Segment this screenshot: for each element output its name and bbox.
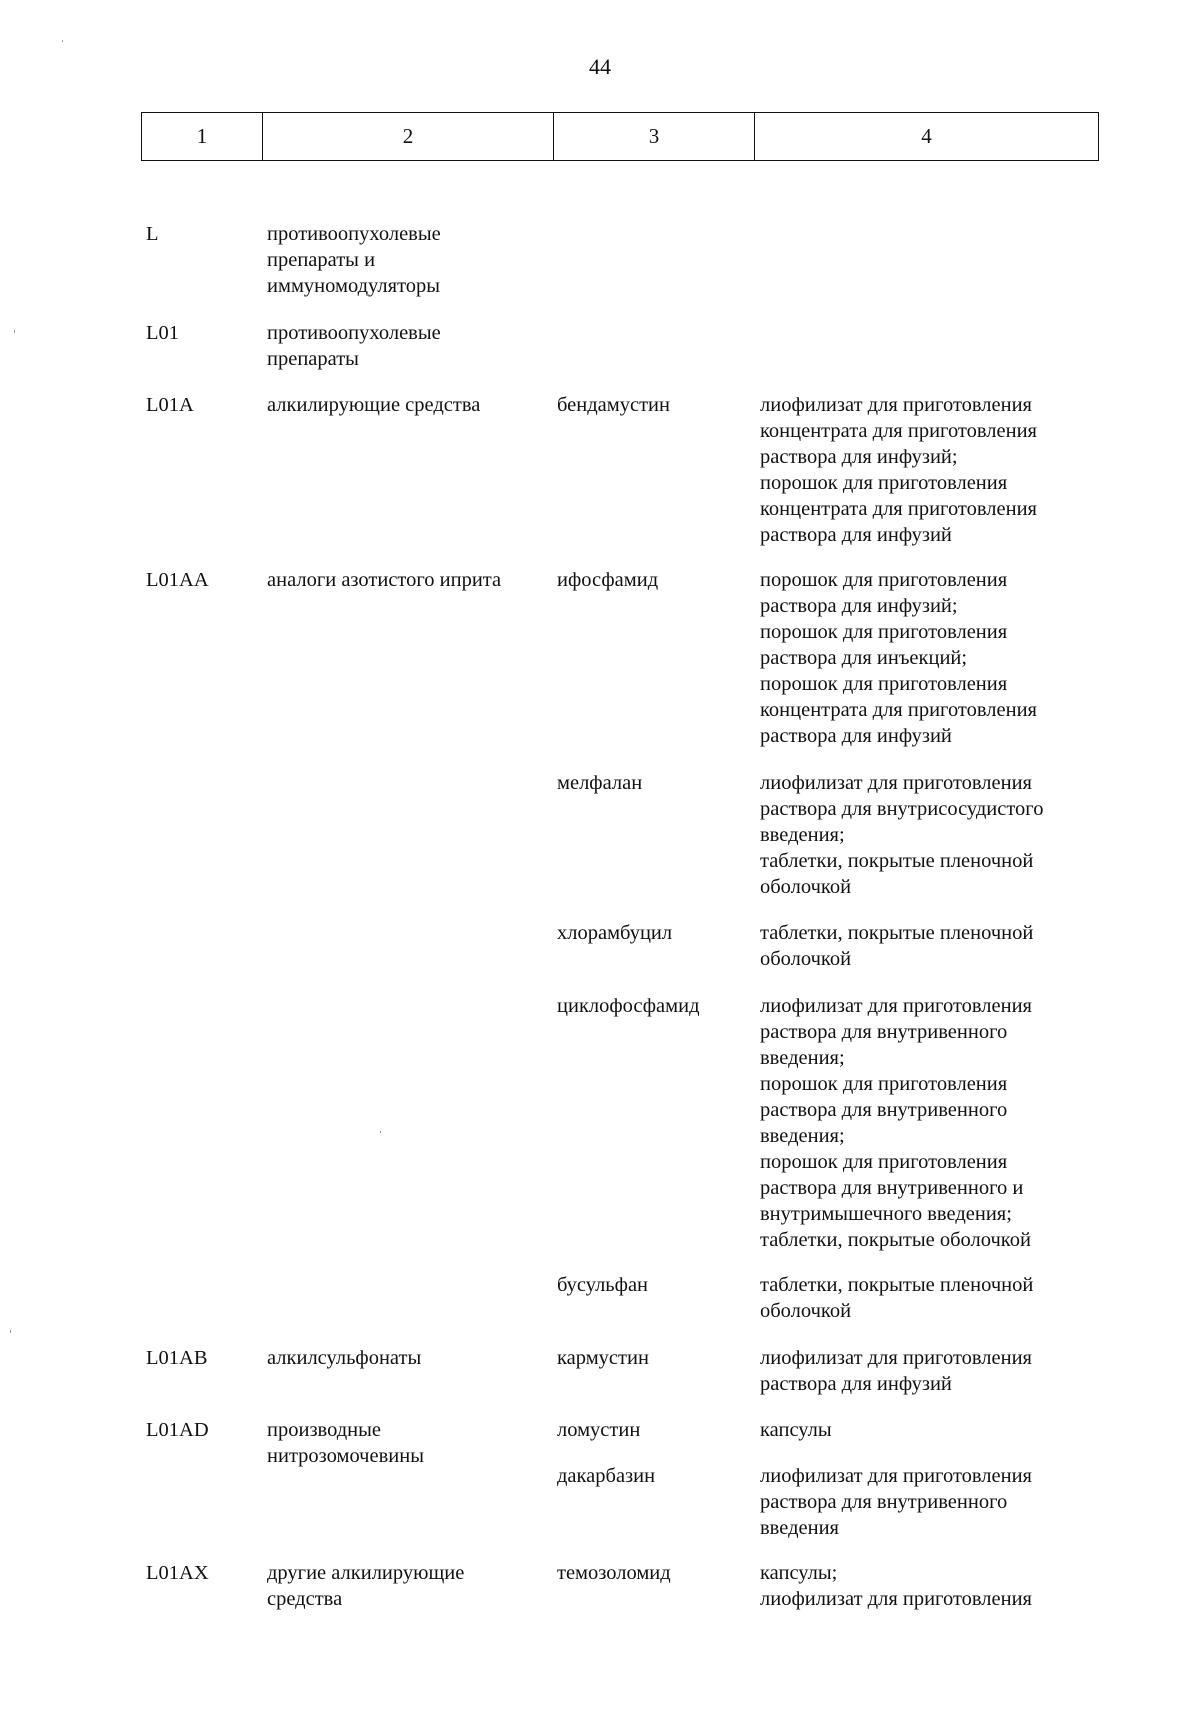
column-header-3: 3 — [554, 113, 755, 161]
drug-name: дакарбазин — [557, 1465, 656, 1487]
drug-name: циклофосфамид — [557, 995, 700, 1017]
atc-group: алкилсульфонаты — [267, 1347, 422, 1369]
atc-group: противоопухолевые препараты — [267, 322, 441, 370]
dosage-form: лиофилизат для приготовления раствора для внутривенного введения — [760, 1465, 1032, 1539]
atc-group: алкилирующие средства — [267, 394, 481, 416]
scan-speck — [380, 1131, 381, 1133]
drug-name: темозоломид — [557, 1562, 671, 1584]
dosage-form: таблетки, покрытые пленочной оболочкой — [760, 1274, 1034, 1322]
dosage-form: лиофилизат для приготовления концентрата для приготовления раствора для инфузий; порошок для приготовления концентрата для приготовления раствора для инфузий — [760, 394, 1037, 546]
atc-group: противоопухолевые препараты и иммуномодуляторы — [267, 223, 441, 297]
drug-name: ломустин — [557, 1419, 641, 1441]
atc-code: L01AD — [146, 1419, 209, 1441]
page-number: 44 — [589, 54, 611, 79]
atc-code: L01AX — [146, 1562, 209, 1584]
drug-name: бендамустин — [557, 394, 670, 416]
atc-code: L01AB — [146, 1347, 208, 1369]
atc-code: L01A — [146, 394, 194, 416]
dosage-form: капсулы — [760, 1419, 832, 1441]
dosage-form: капсулы; лиофилизат для приготовления — [760, 1562, 1032, 1610]
dosage-form: лиофилизат для приготовления раствора для инфузий — [760, 1347, 1032, 1395]
scan-speck — [62, 40, 63, 42]
column-header-table — [141, 112, 1099, 161]
drug-name: бусульфан — [557, 1274, 649, 1296]
drug-name: ифосфамид — [557, 569, 659, 591]
atc-group: производные нитрозомочевины — [267, 1419, 424, 1467]
dosage-form: порошок для приготовления раствора для инфузий; порошок для приготовления раствора для инъекций; порошок для приготовления концентрата для приготовления раствора для инфузий — [760, 569, 1037, 747]
scan-speck — [10, 1330, 11, 1333]
atc-code: L01AA — [146, 569, 209, 591]
atc-code: L — [146, 223, 159, 245]
dosage-form: лиофилизат для приготовления раствора для внутрисосудистого введения; таблетки, покрытые пленочной оболочкой — [760, 772, 1044, 898]
atc-group: другие алкилирующие средства — [267, 1562, 465, 1610]
drug-name: кармустин — [557, 1347, 649, 1369]
atc-group: аналоги азотистого иприта — [267, 569, 502, 591]
column-header-4: 4 — [755, 113, 1099, 161]
column-header-1: 1 — [142, 113, 263, 161]
dosage-form: лиофилизат для приготовления раствора для внутривенного введения; порошок для приготовления раствора для внутривенного введения; порошок для приготовления раствора для внутривенного и внутримышечного введения; таблетки, покрытые оболочкой — [760, 995, 1032, 1251]
column-header-2: 2 — [263, 113, 554, 161]
drug-name: мелфалан — [557, 772, 643, 794]
scan-speck — [14, 330, 15, 333]
atc-code: L01 — [146, 322, 180, 344]
dosage-form: таблетки, покрытые пленочной оболочкой — [760, 922, 1034, 970]
drug-name: хлорамбуцил — [557, 922, 673, 944]
